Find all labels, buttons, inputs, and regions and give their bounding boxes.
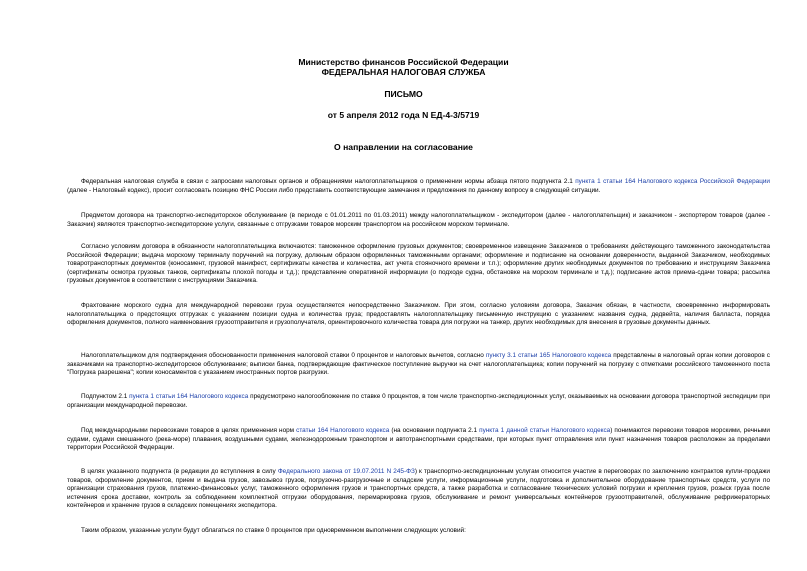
ministry-title: Министерство финансов Российской Федерации — [298, 57, 509, 67]
paragraph-text: Согласно условиям договора в обязанности налогоплательщика включаются: таможенное оформление грузовых документов; своевременное извещение Заказчиков о требованиях действующего таможенного законодательства Российской Федерации; выдача морскому терминалу поручений на погрузку, должным образом оформленных таможенными органами; оформление и подписание на основании доверенности, выданной Заказчиком, необходимых товаротранспортных документов (коносамент, грузовой манифест, сертификаты качества и количества, акт учета стояночного времени и т.п.); оформление других необходимых документов по требованию и инструкциям Заказчика (сертификаты осмотра грузовых танков, сертификаты плохой погоды и т.д.); представление оперативной информации (о подходе судна, обстановке на морском терминале и т.д.); подписание актов приема-сдачи товара; рассылка грузовых документов в соответствии с инструкциями Заказчика. — [67, 243, 770, 285]
paragraph-text: (на основании подпункта 2.1 — [389, 427, 480, 435]
document-date-number: от 5 апреля 2012 года N ЕД-4-3/5719 — [327, 110, 480, 120]
paragraph-3 — [67, 243, 770, 285]
paragraph-text: Под международными перевозками товаров в целях применения норм — [81, 427, 297, 435]
paragraph-4 — [67, 302, 770, 327]
paragraph-text: Подпунктом 2.1 — [81, 393, 130, 401]
law-link-article-164-p1[interactable]: пункта 1 данной статьи Налогового кодекса — [479, 427, 611, 435]
paragraph-text: Фрахтование морского судна для международной перевозки груза осуществляется непосредственно Заказчиком. При этом, согласно условиям договора, Заказчик обязан, в частности, своевременно информировать налогоплательщика о предстоящих отгрузках с указанием позиции судна и количества груза; предоставлять налогоплательщику письменную инструкцию с указанием: названия судна, дедвейта, наличия балласта, порядка оформления документов, полного наименования грузоотправителя и грузополучателя, ориентировочного количества товара для погрузки на танкер, других необходимых для внесения в грузовые документы данных. — [67, 302, 770, 327]
law-link-article-164[interactable]: статьи 164 Налогового кодекса — [296, 427, 390, 435]
paragraph-7 — [67, 427, 770, 452]
document-type: ПИСЬМО — [384, 89, 423, 99]
paragraph-6 — [67, 393, 770, 410]
paragraph-text: Федеральная налоговая служба в связи с запросами налоговых органов и обращениями налогоплательщиков о применении нормы абзаца пятого подпункта 2.1 — [81, 178, 576, 186]
paragraph-5 — [67, 352, 770, 377]
paragraph-text: Предметом договора на транспортно-экспедиторское обслуживание (в периоде с 01.01.2011 по 01.03.2011) между налогоплательщиком - экспедитором (далее - налогоплательщик) и заказчиком - экспортером товаров (далее - Заказчик) являются транспортно-экспедиторские услуги, связанные с отгрузками товаров морским транспортом на российском морском терминале. — [67, 212, 770, 228]
law-link-tax-code-164-p1[interactable]: пункта 1 статьи 164 Налогового кодекса — [129, 393, 249, 401]
paragraph-text: Налогоплательщиком для подтверждения обоснованности применения налоговой ставки 0 процентов и налоговых вычетов, согласно — [81, 352, 486, 360]
paragraph-1 — [67, 178, 770, 195]
paragraph-text: Таким образом, указанные услуги будут облагаться по ставке 0 процентов при одновременном выполнении следующих условий: — [81, 527, 466, 535]
law-link-tax-code-165[interactable]: пункту 3.1 статьи 165 Налогового кодекса — [485, 352, 612, 360]
paragraph-text: ) понимаются перевозки товаров морскими, речными судами, судами смешанного (река-море) плавания, воздушными судами, железнодорожным транспортом и автотранспортными средствами, при которых пункт отправления или пункт назначения товаров расположен за пределами территории Российской Федерации. — [67, 427, 770, 452]
paragraph-text: В целях указанного подпункта (в редакции до вступления в силу — [81, 468, 278, 476]
law-link-tax-code-164[interactable]: пункта 1 статьи 164 Налогового кодекса Российской Федерации — [575, 178, 770, 186]
paragraph-2 — [67, 212, 770, 229]
paragraph-text: (далее - Налоговый кодекс), просит согласовать позицию ФНС России либо представить соответствующие замечания и предложения по данному вопросу в следующей ситуации. — [67, 186, 601, 194]
paragraph-9 — [67, 527, 770, 535]
law-link-federal-law-245[interactable]: Федерального закона от 19.07.2011 N 245-ФЗ — [277, 468, 415, 476]
paragraph-text: ) к транспортно-экспедиционным услугам относится участие в переговорах по заключению контрактов купли-продажи товаров, оформление документов, прием и выдача грузов, завозывоз грузов, погрузочно-разгрузочные и складские услуги, информационные услуги, подготовка и дополнительное оборудование транспортных средств, услуги по организации страхования грузов, платежно-финансовых услуг, таможенного оформления грузов и транспортных средств, а также разработка и согласование технических условий погрузки и крепления грузов, розыск груза после истечения срока доставки, контроль за соблюдением комплектной отгрузки оборудования, перемаркировка грузов, обслуживание и ремонт универсальных контейнеров грузоотправителей, обслуживание рефрижераторных контейнеров и хранение грузов в складских помещениях экспедитора. — [67, 468, 770, 510]
service-title: ФЕДЕРАЛЬНАЯ НАЛОГОВАЯ СЛУЖБА — [321, 67, 486, 77]
paragraph-text: представлены в налоговый орган копии договоров с заказчиками на транспортно-экспедиторское обслуживание; выписки банка, подтверждающие фактическое поступление выручки на счет налогоплательщика; копии поручений на погрузку с отметками российского таможенного поста "Погрузка разрешена"; копии коносаментов с указанием иностранных портов разгрузки. — [67, 352, 770, 377]
document-subject: О направлении на согласование — [334, 142, 473, 152]
paragraph-8 — [67, 468, 770, 510]
paragraph-text: предусмотрено налогообложение по ставке 0 процентов, в том числе транспортно-экспедиционных услуг, оказываемых на основании договора транспортной экспедиции при организации международной перевозки. — [67, 393, 770, 409]
